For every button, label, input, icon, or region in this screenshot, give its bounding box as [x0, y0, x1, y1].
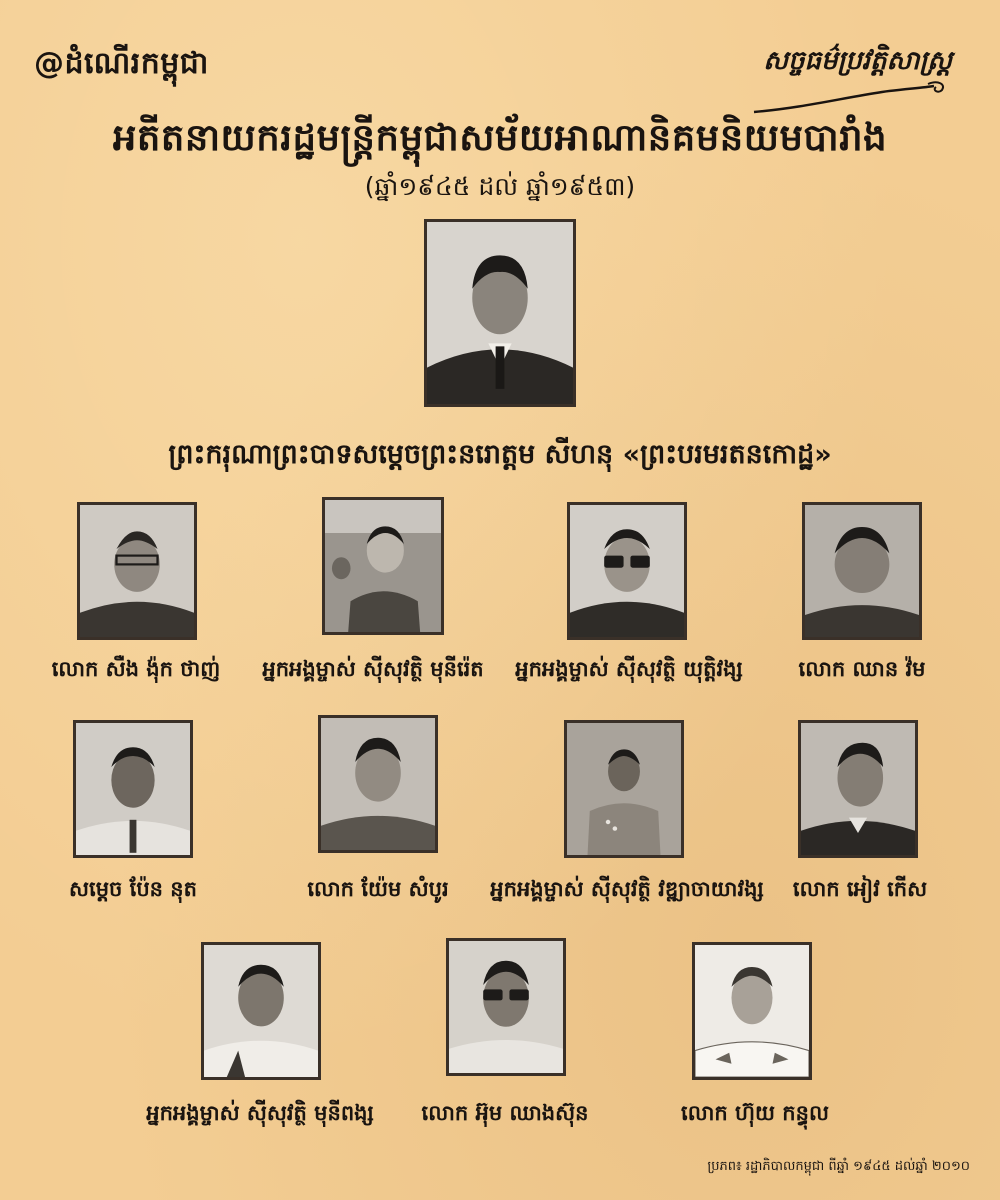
source-note: ប្រភព៖ រដ្ឋាភិបាលកម្ពុជា ពីឆ្នាំ ១៩៤៥ ដល់ឆ្នាំ ២០១០ — [707, 1159, 970, 1174]
portrait-pm-2 — [322, 497, 444, 635]
king-name: ព្រះករុណាព្រះបាទសម្តេចព្រះនរោត្តម សីហនុ «ព្រះបរមរតនកោដ្ឋ» — [168, 439, 832, 470]
king-portrait — [424, 219, 576, 407]
pm-name-6: លោក យ៉ែម សំបូរ — [307, 877, 449, 901]
pm-name-5: សម្តេច ប៉ែន នុត — [69, 877, 197, 901]
portrait-pm-1 — [77, 502, 197, 640]
portrait-pm-5 — [73, 720, 193, 858]
pm-name-10: លោក អ៊ុម ឈាងស៊ុន — [421, 1101, 589, 1125]
pm-name-1: លោក សឺង ង៉ុក ថាញ់ — [51, 657, 221, 681]
portrait-pm-8 — [798, 720, 918, 858]
portrait-pm-10 — [446, 938, 566, 1076]
pm-name-8: លោក អៀវ កើស — [792, 877, 928, 901]
portrait-pm-4 — [802, 502, 922, 640]
seal-text: សច្ចធម៌ប្រវត្តិសាស្ត្រ — [763, 46, 952, 76]
pm-name-2: អ្នកអង្គម្ចាស់ ស៊ីសុវត្ថិ មុនីរ៉េត — [262, 657, 484, 681]
page-title: អតីតនាយករដ្ឋមន្ត្រីកម្ពុជាសម័យអាណានិគមនិយមបារាំង — [112, 116, 888, 159]
pm-name-11: លោក ហ៊ុយ កន្ធុល — [681, 1101, 829, 1125]
portrait-pm-11 — [692, 942, 812, 1080]
brand-handle: @ដំណើរកម្ពុជា — [34, 46, 209, 81]
portrait-pm-6 — [318, 715, 438, 853]
flourish-icon — [752, 78, 952, 118]
pm-name-4: លោក ឈាន វ៉ម — [798, 657, 926, 681]
portrait-pm-3 — [567, 502, 687, 640]
portrait-pm-7 — [564, 720, 684, 858]
page-subtitle: (ឆ្នាំ១៩៤៥ ដល់ ឆ្នាំ១៩៥៣) — [364, 172, 636, 201]
pm-name-9: អ្នកអង្គម្ចាស់ ស៊ីសុវត្ថិ មុនីពង្ស — [146, 1101, 374, 1125]
pm-name-3: អ្នកអង្គម្ចាស់ ស៊ីសុវត្ថិ យុត្តិវង្ស — [515, 657, 743, 681]
portrait-pm-9 — [201, 942, 321, 1080]
pm-name-7: អ្នកអង្គម្ចាស់ ស៊ីសុវត្ថិ វឌ្ឍាចាយាវង្ស — [490, 877, 764, 901]
